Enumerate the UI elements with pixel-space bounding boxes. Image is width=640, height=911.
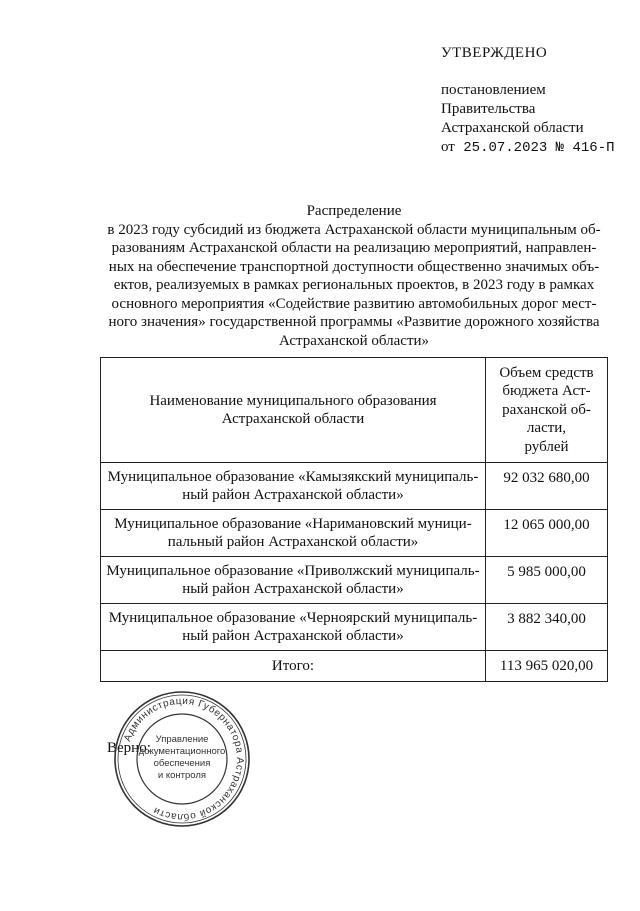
header-name-line: Астраханской области	[221, 411, 365, 427]
approval-line: Правительства	[441, 101, 536, 117]
municipality-name	[101, 463, 486, 510]
title-line: основного мероприятия «Содействие развитию автомобильных дорог мест-	[111, 295, 597, 312]
approved-title: УТВЕРЖДЕНО	[441, 45, 548, 61]
municipality-name	[101, 510, 486, 557]
stamp-seal-icon	[113, 690, 251, 828]
subsidy-sum: 3 882 340,00	[486, 604, 608, 651]
name-line: Муниципальное образование «Приволжский муниципаль-	[106, 562, 480, 579]
approval-line: Астраханской области	[441, 120, 584, 136]
municipality-name	[101, 604, 486, 651]
stamp-outer-text: Администрация Губернатора Астраханской области	[122, 695, 246, 823]
table-header-row	[101, 358, 608, 463]
official-stamp	[113, 690, 251, 828]
table-row	[101, 510, 608, 557]
title-line: ного значения» государственной программы «Развитие дорожного хозяйства	[108, 314, 600, 330]
verno-label: Верно:	[107, 740, 151, 756]
approval-block	[441, 44, 615, 158]
approval-date	[441, 138, 615, 158]
distribution-table	[100, 357, 608, 682]
title-line: в 2023 году субсидий из бюджета Астраханской области муниципальным об-	[107, 221, 601, 238]
total-sum: 113 965 020,00	[486, 651, 608, 682]
header-sum-cell	[486, 358, 608, 463]
name-line: Муниципальное образование «Камызякский муниципаль-	[107, 468, 479, 485]
approval-date-number: 25.07.2023 № 416-П	[463, 140, 615, 156]
title-line: Астраханской области»	[278, 332, 430, 349]
name-line: пальный район Астраханской области»	[167, 534, 419, 550]
table-row	[101, 463, 608, 510]
header-sum-line: рублей	[524, 438, 569, 455]
stamp-inner-line: документационного	[138, 746, 226, 757]
stamp-inner-line: и контроля	[157, 770, 207, 781]
header-sum-line: бюджета Аст-	[502, 383, 591, 400]
total-row	[101, 651, 608, 682]
approval-date-prefix: от	[441, 139, 455, 155]
header-sum-line: ласти,	[526, 420, 567, 437]
stamp-inner-line: обеспечения	[153, 758, 211, 769]
subsidy-sum: 12 065 000,00	[486, 510, 608, 557]
name-line: Муниципальное образование «Черноярский муниципаль-	[108, 609, 478, 626]
header-sum-line: раханской об-	[502, 401, 591, 418]
title-line: ных на обеспечение транспортной доступности общественно значимых объ-	[108, 258, 600, 275]
header-name-cell	[101, 358, 486, 463]
header-sum-line: Объем средств	[499, 364, 594, 381]
table-row	[101, 604, 608, 651]
approval-line: постановлением	[441, 82, 546, 98]
title-line: Распределение	[306, 203, 402, 219]
document-title	[100, 202, 608, 350]
header-name-line: Наименование муниципального образования	[149, 392, 437, 409]
title-line: ектов, реализуемых в рамках региональных проектов, в 2023 году в рамках	[113, 277, 595, 293]
title-line: разованиям Астраханской области на реализацию мероприятий, направлен-	[111, 240, 597, 256]
stamp-inner-line: Управление	[155, 734, 209, 745]
name-line: ный район Астраханской области»	[182, 628, 404, 644]
name-line: Муниципальное образование «Наримановский муници-	[114, 515, 472, 532]
name-line: ный район Астраханской области»	[182, 581, 404, 597]
total-label: Итого:	[101, 651, 486, 682]
table-row	[101, 557, 608, 604]
subsidy-sum: 5 985 000,00	[486, 557, 608, 604]
municipality-name	[101, 557, 486, 604]
subsidy-sum: 92 032 680,00	[486, 463, 608, 510]
name-line: ный район Астраханской области»	[182, 487, 404, 503]
